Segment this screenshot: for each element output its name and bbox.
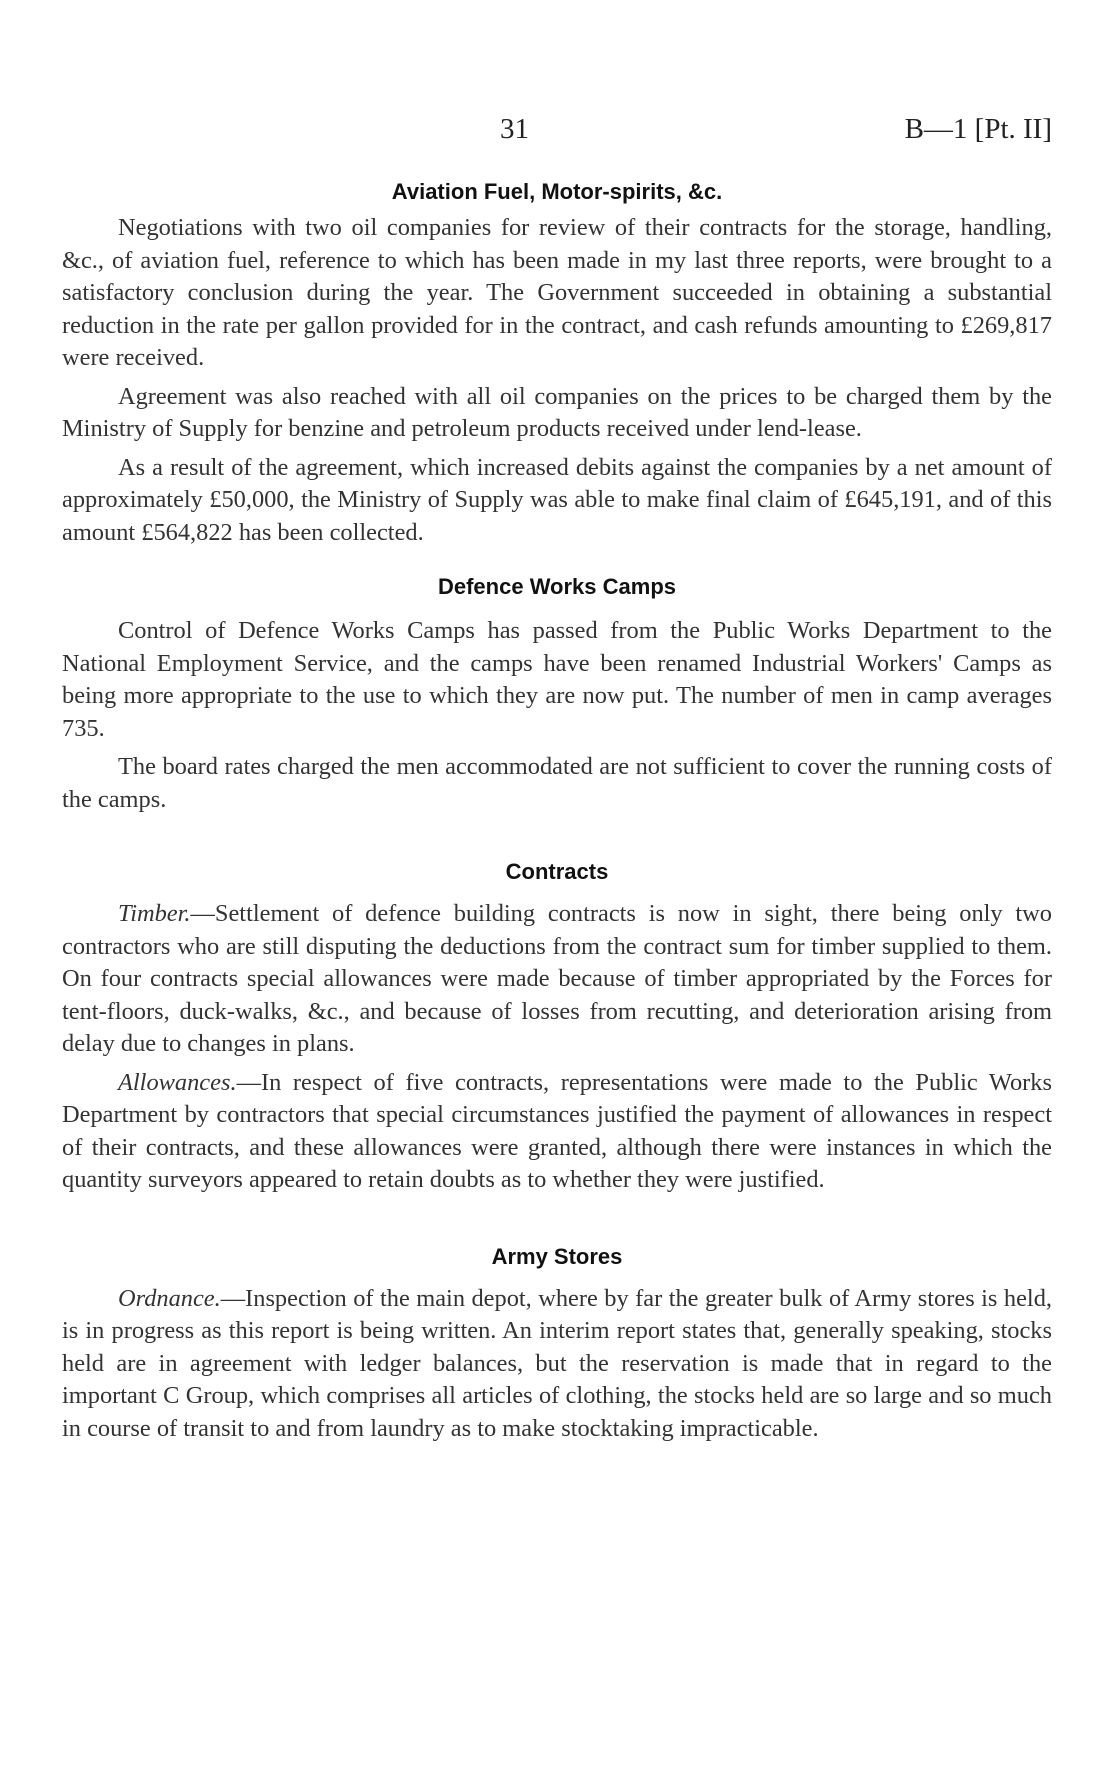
paragraph-aviation-negotiations: Negotiations with two oil companies for review of their contracts for the storage, handling, &c., of aviation fuel, reference to which has been made in my last three reports, were brought to a satisfactory conclusion during the year. The Government succeeded in obtaining a substantial reduction in the rate per gallon provided for in the contract, and cash refunds amounting to £269,817 were received. — [62, 214, 1052, 371]
section-heading-aviation-fuel: Aviation Fuel, Motor-spirits, &c. — [391, 179, 723, 204]
text-ordnance: —Inspection of the main depot, where by far the greater bulk of Army stores is held, is in progress as this report is being written. An interim report states that, generally speaking, stocks held are in agreement with ledger balances, but the reservation is made that in regard to the important C Group, which comprises all articles of clothing, the stocks held are so large and so much in course of transit to and from laundry as to make stocktaking impracticable. — [62, 1284, 1052, 1442]
section-heading-defence-works-camps: Defence Works Camps — [437, 574, 676, 599]
lead-allowances: Allowances. — [118, 1068, 237, 1096]
text-timber: —Settlement of defence building contracts is now in sight, there being only two contractors who are still disputing the deductions from the contract sum for timber supplied to them. On four contracts special allowances were made because of timber appropriated by the Forces for tent-floors, duck-walks, &c., and because of losses from recutting, and deterioration arising from delay due to changes in plans. — [62, 900, 1052, 1057]
document-reference: B—1 [Pt. II] — [904, 113, 1052, 145]
page-header — [0, 113, 1114, 157]
lead-timber: Timber. — [118, 900, 191, 927]
paragraph-contracts-allowances — [62, 1067, 1052, 1197]
paragraph-camps-board-rates: The board rates charged the men accommodated are not sufficient to cover the running costs of the camps. — [62, 753, 1052, 813]
paragraph-aviation-agreement: Agreement was also reached with all oil companies on the prices to be charged them by the Ministry of Supply for benzine and petroleum products received under lend-lease. — [62, 382, 1052, 442]
paragraph-camps-control: Control of Defence Works Camps has passed from the Public Works Department to the National Employment Service, and the camps have been renamed Industrial Workers' Camps as being more appropriate to the use to which they are now put. The number of men in camp averages 735. — [62, 617, 1052, 742]
paragraph-aviation-result: As a result of the agreement, which increased debits against the companies by a net amount of approximately £50,000, the Ministry of Supply was able to make final claim of £645,191, and of this amount £564,822 has been collected. — [62, 453, 1052, 546]
lead-ordnance: Ordnance. — [118, 1284, 221, 1312]
section-heading-army-stores: Army Stores — [491, 1243, 623, 1269]
paragraph-contracts-timber — [62, 898, 1052, 1061]
page-number: 31 — [500, 113, 529, 145]
text-allowances: —In respect of five contracts, representations were made to the Public Works Department by contractors that special circumstances justified the payment of allowances in respect of their contracts, and these allowances were granted, although there were instances in which the quantity surveyors appeared to retain doubts as to whether they were justified. — [62, 1068, 1052, 1193]
page-body — [62, 176, 1052, 1451]
section-heading-contracts: Contracts — [505, 859, 609, 884]
paragraph-army-ordnance — [62, 1283, 1052, 1446]
